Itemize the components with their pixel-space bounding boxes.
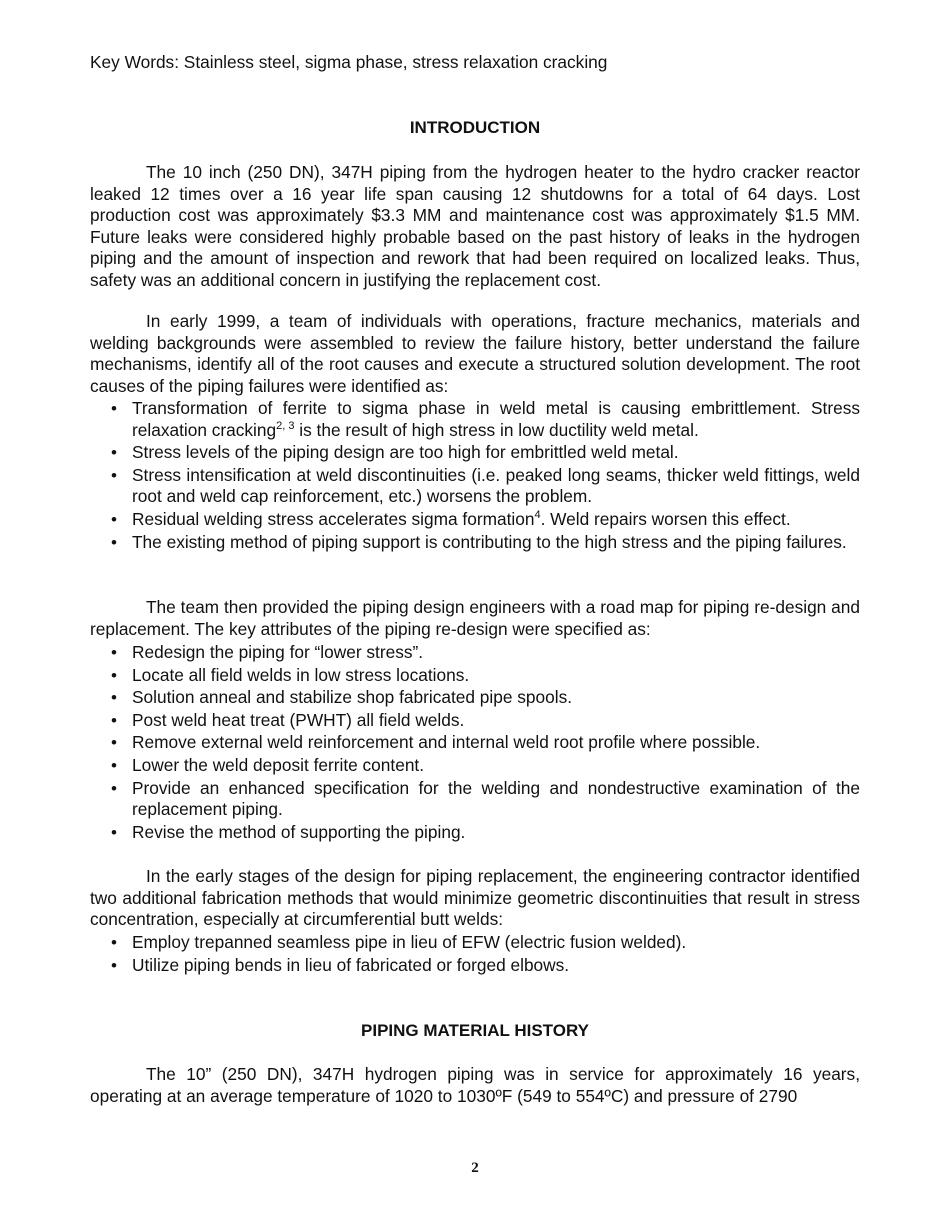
intro-paragraph-2 <box>90 311 860 397</box>
bullet-icon: • <box>111 465 117 485</box>
root-causes-list <box>90 398 860 554</box>
attribute-text: Locate all field welds in low stress locations. <box>132 664 470 685</box>
list-item <box>90 665 860 687</box>
list-item <box>90 398 860 441</box>
root-cause-4a: Residual welding stress accelerates sigma formation <box>132 508 535 529</box>
root-cause-1b: is the result of high stress in low ductility weld metal. <box>294 419 699 440</box>
citation-superscript: 2, 3 <box>276 419 295 432</box>
keywords-line: Key Words: Stainless steel, sigma phase, stress relaxation cracking <box>90 52 608 72</box>
attribute-text: Provide an enhanced specification for the welding and nondestructive examination of the replacement piping. <box>132 777 860 820</box>
bullet-icon: • <box>111 643 117 662</box>
bullet-icon: • <box>111 933 117 952</box>
attribute-text: Redesign the piping for “lower stress”. <box>132 642 424 662</box>
history-paragraph-1-text: The 10” (250 DN), 347H hydrogen piping was in service for approximately 16 years, operating at an average temperature of 1020 to 1030ºF (549 to 554ºC) and pressure of 2790 <box>90 1064 860 1106</box>
intro-paragraph-4 <box>90 866 860 931</box>
list-item <box>90 732 860 754</box>
attribute-text: Lower the weld deposit ferrite content. <box>132 754 425 775</box>
intro-paragraph-2-text: In early 1999, a team of individuals with operations, fracture mechanics, materials and welding backgrounds were assembled to review the failure history, better understand the failure mechanisms, identify all of the root causes and execute a structured solution development. The root causes of the piping failures were identified as: <box>90 311 860 396</box>
page-number: 2 <box>471 1160 479 1176</box>
list-item <box>90 778 860 821</box>
bullet-icon: • <box>111 955 117 975</box>
list-item <box>90 710 860 732</box>
root-cause-3: Stress intensification at weld discontinuities (i.e. peaked long seams, thicker weld fittings, weld root and weld cap reinforcement, etc.) worsens the problem. <box>132 464 860 507</box>
list-item <box>90 955 860 977</box>
attribute-text: Post weld heat treat (PWHT) all field welds. <box>132 709 465 730</box>
root-cause-2: Stress levels of the piping design are too high for embrittled weld metal. <box>132 442 679 463</box>
bullet-icon: • <box>111 509 117 529</box>
fabrication-methods-list <box>90 932 860 977</box>
list-item <box>90 509 860 531</box>
attribute-text: Remove external weld reinforcement and internal weld root profile where possible. <box>132 732 761 753</box>
bullet-icon: • <box>111 733 117 753</box>
list-item <box>90 442 860 464</box>
bullet-icon: • <box>111 665 117 685</box>
bullet-icon: • <box>111 532 117 552</box>
introduction-heading: INTRODUCTION <box>409 118 541 137</box>
attribute-text: Revise the method of supporting the piping. <box>132 821 466 842</box>
root-cause-4b: . Weld repairs worsen this effect. <box>540 508 791 529</box>
bullet-icon: • <box>111 688 117 708</box>
root-cause-1a: Transformation of ferrite to sigma phase in weld metal is causing embrittlement. Stress relaxation cracking <box>132 398 860 440</box>
bullet-icon: • <box>111 399 117 418</box>
intro-paragraph-3 <box>90 597 860 640</box>
intro-paragraph-1 <box>90 162 860 292</box>
root-cause-5: The existing method of piping support is contributing to the high stress and the piping failures. <box>132 531 847 552</box>
bullet-icon: • <box>111 443 117 463</box>
history-paragraph-1 <box>90 1064 860 1107</box>
list-item <box>90 687 860 709</box>
list-item <box>90 932 860 954</box>
bullet-icon: • <box>111 778 117 798</box>
list-item <box>90 642 860 664</box>
list-item <box>90 465 860 508</box>
intro-paragraph-3-text: The team then provided the piping design engineers with a road map for piping re-design and replacement. The key attributes of the piping re-design were specified as: <box>90 597 860 639</box>
attribute-text: Solution anneal and stabilize shop fabricated pipe spools. <box>132 687 573 708</box>
bullet-icon: • <box>111 755 117 775</box>
list-item <box>90 755 860 777</box>
method-text: Utilize piping bends in lieu of fabricated or forged elbows. <box>132 954 570 975</box>
bullet-icon: • <box>111 822 117 842</box>
list-item <box>90 532 860 554</box>
list-item <box>90 822 860 844</box>
citation-superscript: 4 <box>534 508 541 521</box>
intro-paragraph-4-text: In the early stages of the design for piping replacement, the engineering contractor identified two additional fabrication methods that would minimize geometric discontinuities that result in stress concentration, especially at circumferential butt welds: <box>90 866 860 930</box>
method-text: Employ trepanned seamless pipe in lieu of EFW (electric fusion welded). <box>132 932 687 952</box>
intro-paragraph-1-text: The 10 inch (250 DN), 347H piping from the hydrogen heater to the hydro cracker reactor leaked 12 times over a 16 year life span causing 12 shutdowns for a total of 64 days. Lost production cost was approximately $3.3 MM and maintenance cost was approximately $1.5 MM. Future leaks were considered highly probable based on the past history of leaks in the hydrogen piping and the amount of inspection and rework that had been required on localized leaks. Thus, safety was an additional concern in justifying the replacement cost. <box>90 162 860 290</box>
bullet-icon: • <box>111 710 117 730</box>
piping-material-history-heading: PIPING MATERIAL HISTORY <box>361 1021 589 1040</box>
redesign-attributes-list <box>90 642 860 844</box>
